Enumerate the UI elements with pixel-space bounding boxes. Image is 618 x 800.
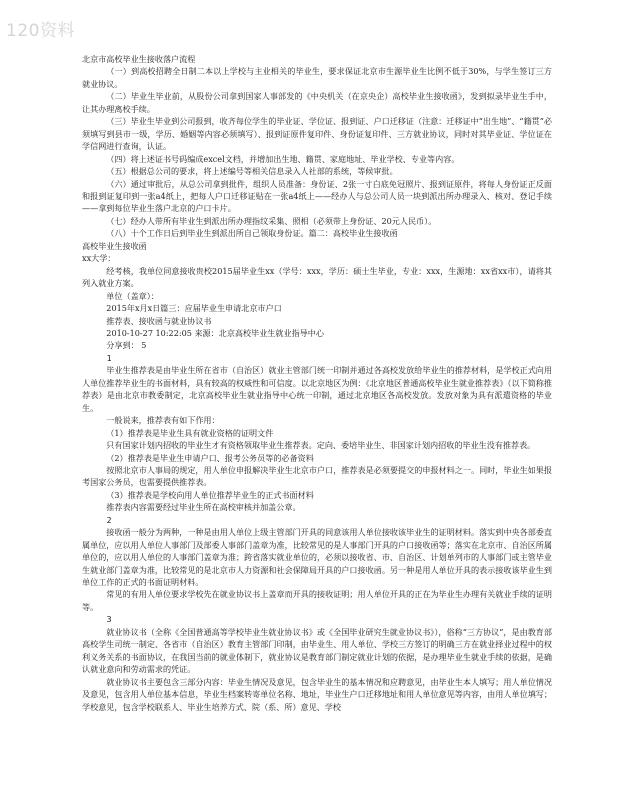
- paragraph: 按照北京市人事局的规定，用人单位申报解决毕业生北京市户口，推荐表是必须要提交的申报材料之一。同时，毕业生如果报考国家公务员，也需要提供推荐表。: [82, 464, 552, 488]
- paragraph: 高校毕业生接收函: [82, 240, 147, 251]
- paragraph: （七）经办人带所有毕业生到派出所办理指纹采集、照相（必须带上身份证、20元人民币）。: [106, 215, 437, 226]
- paragraph: （六）通过审批后，从总公司拿到批件，组织人员准备：身份证、2张一寸白底免冠照片、报到证原件，将每人身份证正反面和报到证复印到一张a4纸上，把每人户口迁移证贴在一张a4纸上——经办人与总公司人员一块到派出所办理录入、核对、登记手续——拿到每位毕业生落户北京的户口卡片。: [82, 178, 552, 214]
- paragraph: （三）毕业生毕业到公司报到，收齐每位学生的毕业证、学位证、报到证、户口迁移证（注意：迁移证中“出生地”、“籍贯”必须填写到县市一级，学历、婚姻等内容必须填写）、报到证原件复印件、身份证复印件、三方就业协议，同时对其毕业证、学位证在学信网进行查询，认证。: [82, 116, 552, 152]
- paragraph: 2010-10-27 10:22:05 来源：北京高校毕业生就业指导中心: [106, 327, 324, 338]
- paragraph: 经考核，我单位同意接收贵校2015届毕业生xx（学号：xxx，学历：硕士生毕业，专业：xxx，生源地：xx省xx市），请将其列入就业方案。: [82, 265, 552, 289]
- paragraph: 2015年x月x日篇三：应届毕业生申请北京市户口: [106, 303, 282, 314]
- document-body: [82, 53, 552, 713]
- paragraph: 2: [106, 514, 112, 525]
- document-title: 北京市高校毕业生接收落户流程: [82, 54, 196, 64]
- paragraph: xx大学：: [82, 253, 116, 264]
- paragraph: 3: [106, 614, 112, 625]
- watermark: 120资料: [6, 21, 75, 41]
- paragraph: 就业协议书主要包含三部分内容：毕业生情况及意见，包含毕业生的基本情况和应聘意见，由毕业生本人填写；用人单位情况及意见，包含用人单位基本信息，毕业生档案转寄单位名称、地址，毕业生户口迁移地址和用人单位意见等内容，由用人单位填写；学校意见，包含学校联系人、毕业生培养方式、院（系、所）意见、学校: [82, 676, 552, 712]
- paragraph: （一）到高校招聘全日制二本以上学校与主业相关的毕业生，要求保证北京市生源毕业生比例不低于30%，与学生签订三方就业协议。: [82, 66, 552, 89]
- paragraph: 分享到： 5: [106, 340, 147, 351]
- paragraph: （3）推荐表是学校向用人单位推荐毕业生的正式书面材料: [106, 489, 314, 500]
- paragraph: （2）推荐表是毕业生申请户口、报考公务员等的必备资料: [106, 452, 314, 463]
- paragraph: 毕业生推荐表是由毕业生所在省市（自治区）就业主管部门统一印制并通过各高校发放给毕业生的推荐材料，是学校正式向用人单位推荐毕业生的书面材料，具有较高的权威性和可信度。以北京地区为例：《北京地区普通高校毕业生就业推荐表》（以下简称推荐表）是由北京市教委制定，北京高校毕业生就业指导中心统一印制，通过北京地区各高校发放。发放对象为具有派遣资格的毕业生。: [82, 365, 552, 413]
- paragraph: 单位（盖章）：: [106, 290, 159, 301]
- paragraph: （四）将上述证书号码编成excel文档，并增加出生地、籍贯、家庭地址、毕业学校、专业等内容。: [106, 153, 460, 164]
- paragraph: （二）毕业生毕业前，从股份公司拿到国家人事部发的《中央机关（在京央企）高校毕业生接收函》，发到拟录毕业生手中，让其办理离校手续。: [82, 91, 552, 114]
- paragraph: 一般说来，推荐表有如下作用：: [106, 415, 220, 426]
- paragraph: 推荐表内容需要经过毕业生所在高校审核并加盖公章。: [106, 502, 301, 513]
- paragraph: 只有国家计划内招收的毕业生才有资格领取毕业生推荐表。定向、委培毕业生、非国家计划内招收的毕业生没有推荐表。: [106, 440, 536, 451]
- paragraph: （1）推荐表是毕业生具有就业资格的证明文件: [106, 427, 274, 438]
- paragraph: 接收函一般分为两种，一种是由用人单位上级主管部门开具的同意该用人单位接收该毕业生的证明材料。落实到中央各部委直属单位，应以用人单位人事部门及部委人事部门盖章为准，比较常见的是人事部门开具的户口接收函等；落实在北京市、自治区所属单位的，应以用人单位的人事部门盖章为准；跨省落实就业单位的，必须以接收省、市、自治区、计划单列市的人事部门或主管毕业生就业部门盖章为准，比较常见的是北京市人力资源和社会保障局开具的户口接收函。另一种是用人单位开具的表示接收该毕业生到单位工作的正式的书面证明材料。: [82, 527, 552, 588]
- paragraph: （八）十个工作日后到毕业生到派出所自己领取身份证。篇二：高校毕业生接收函: [106, 228, 398, 239]
- paragraph: （五）根据总公司的要求，将上述编号等相关信息录入人社部的系统，等候审批。: [106, 166, 398, 177]
- paragraph: 1: [106, 352, 112, 363]
- paragraph: 推荐表、接收函与就业协议书: [106, 315, 212, 326]
- paragraph: 常见的有用人单位要求学校先在就业协议书上盖章而开具的接收证明；用人单位开具的正在为毕业生办理有关就业手续的证明等。: [82, 589, 552, 612]
- paragraph: 就业协议书（全称《全国普通高等学校毕业生就业协议书》或《全国毕业研究生就业协议书》），俗称“三方协议”，是由教育部高校学生司统一制定、各省市（自治区）教育主管部门印制，由毕业生、用人单位、学校三方签订的明确三方在就业择业过程中的权利义务关系的书面协议，在我国当前的就业体制下，就业协议是教育部门制定就业计划的依据，是办理毕业生就业手续的依据，是确认就业意向和劳动需求的凭证。: [82, 626, 552, 675]
